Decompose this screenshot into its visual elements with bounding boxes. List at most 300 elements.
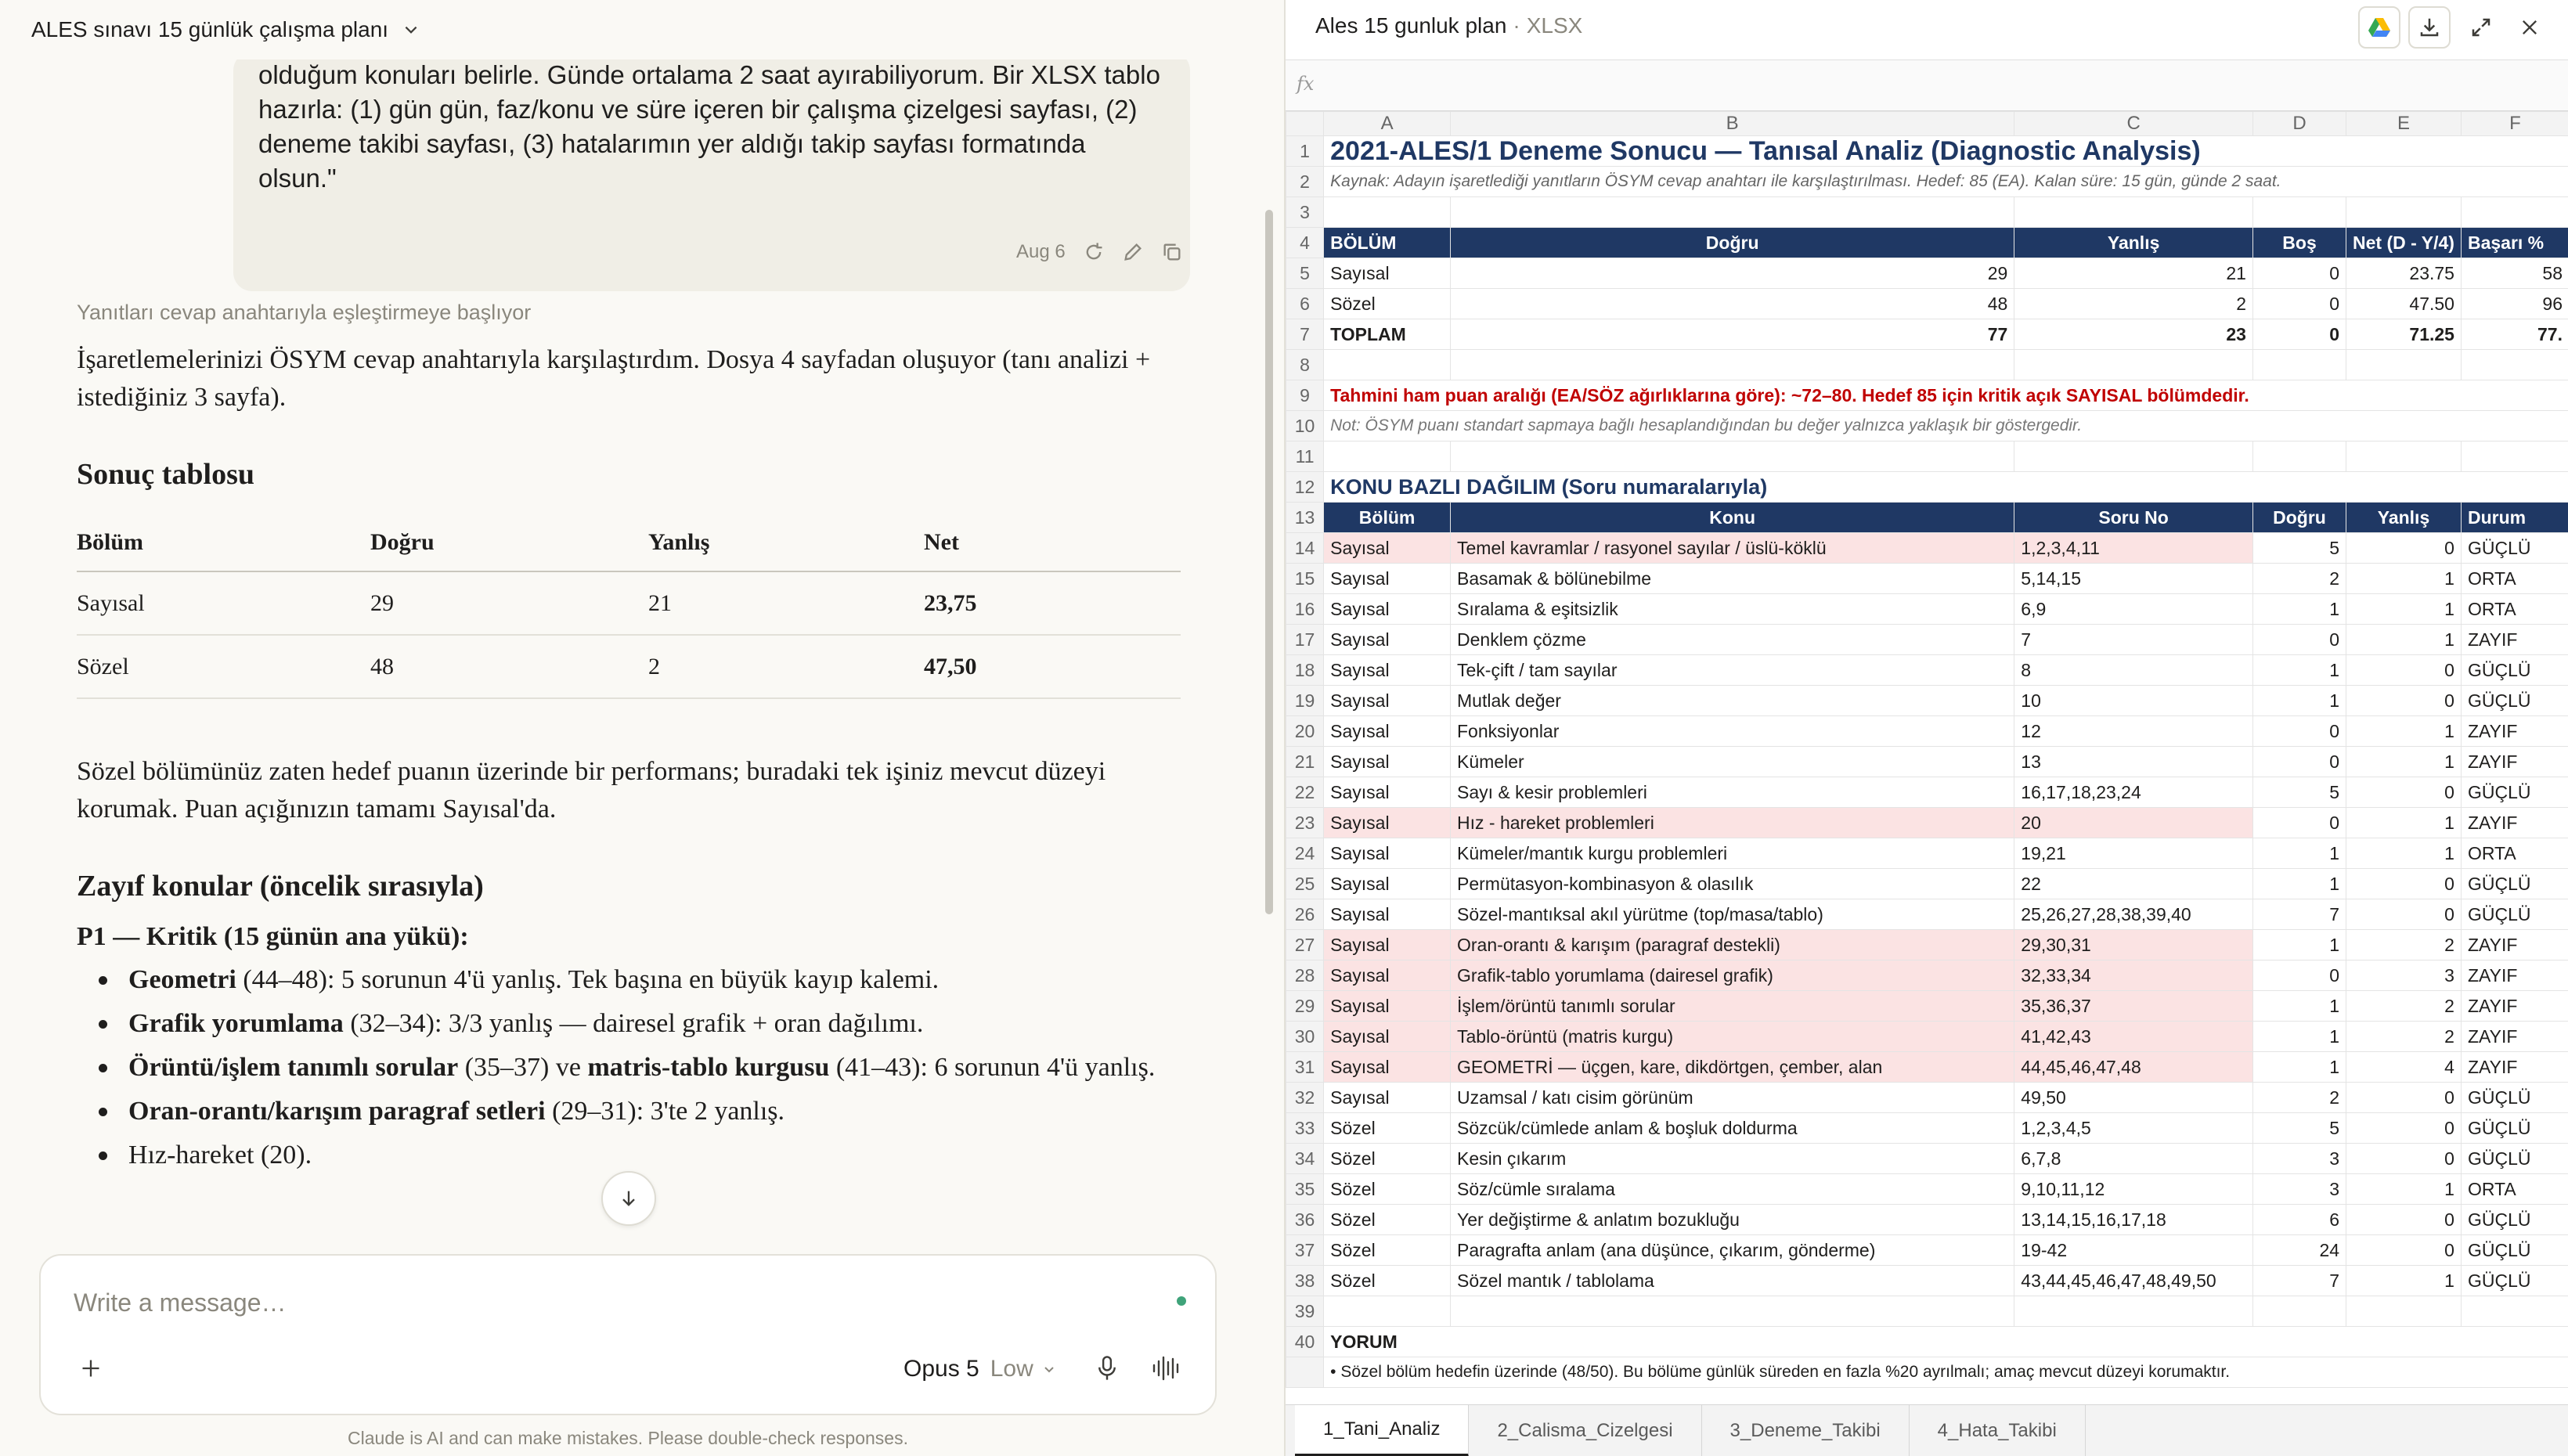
sheet-cell[interactable]: 58 <box>2461 258 2568 289</box>
sheet-cell[interactable]: 71.25 <box>2346 319 2462 350</box>
sheet-cell[interactable]: 29 <box>1451 258 2014 289</box>
sheet-cell[interactable] <box>2014 197 2253 228</box>
sheet-cell[interactable]: 0 <box>2252 960 2346 991</box>
sheet-cell[interactable]: 3 <box>2252 1144 2346 1174</box>
sheet-cell[interactable]: Boş <box>2252 228 2346 258</box>
sheet-cell[interactable]: GÜÇLÜ <box>2461 1205 2568 1235</box>
row-header[interactable]: 6 <box>1286 289 1324 319</box>
sheet-cell[interactable]: 9,10,11,12 <box>2014 1174 2253 1205</box>
sheet-cell[interactable]: Sayısal <box>1324 930 1451 960</box>
row-header[interactable]: 27 <box>1286 930 1324 960</box>
sheet-cell[interactable]: Sayısal <box>1324 991 1451 1022</box>
sheet-cell[interactable]: Sayısal <box>1324 594 1451 625</box>
sheet-cell[interactable]: 5 <box>2252 1113 2346 1144</box>
sheet-cell[interactable]: 6 <box>2252 1205 2346 1235</box>
sheet-cell[interactable]: 1 <box>2252 594 2346 625</box>
sheet-cell[interactable]: 0 <box>2252 319 2346 350</box>
topic-row <box>1286 1022 2568 1052</box>
sheet-cell[interactable]: Not: ÖSYM puanı standart sapmaya bağlı hesaplandığından bu değer yalnızca yaklaşık bir göstergedir. <box>1324 411 2568 441</box>
sheet-cell[interactable] <box>2014 1296 2253 1327</box>
sheet-cell[interactable]: 1 <box>2252 930 2346 960</box>
spreadsheet-grid[interactable] <box>1286 111 2568 1404</box>
row-header[interactable]: 1 <box>1286 136 1324 167</box>
sheet-cell[interactable]: 48 <box>1451 289 2014 319</box>
sheet-cell[interactable]: TOPLAM <box>1324 319 1451 350</box>
sheet-cell[interactable]: 77 <box>1451 319 2014 350</box>
row-header[interactable] <box>1286 1357 1324 1388</box>
edit-icon[interactable] <box>1122 241 1144 263</box>
row-header[interactable]: 29 <box>1286 991 1324 1022</box>
sheet-cell[interactable]: 19-42 <box>2014 1235 2253 1266</box>
sheet-cell[interactable]: Sayısal <box>1324 533 1451 564</box>
topic-row <box>1286 1083 2568 1113</box>
copy-icon[interactable] <box>1161 241 1183 263</box>
sheet-cell[interactable] <box>2461 1296 2568 1327</box>
column-header[interactable]: E <box>2346 112 2462 136</box>
sheet-cell[interactable]: 0 <box>2252 808 2346 838</box>
sheet-cell[interactable]: GÜÇLÜ <box>2461 1083 2568 1113</box>
sheet-cell[interactable]: 5 <box>2252 777 2346 808</box>
column-header[interactable]: B <box>1451 112 2014 136</box>
sheet-cell[interactable]: 1 <box>2252 991 2346 1022</box>
sheet-cell[interactable]: 1 <box>2252 838 2346 869</box>
sheet-cell[interactable]: Temel kavramlar / rasyonel sayılar / üslü-köklü <box>1451 533 2014 564</box>
thinking-summary[interactable]: Yanıtları cevap anahtarıyla eşleştirmeye başlıyor <box>77 301 532 324</box>
sheet-cell[interactable]: Tablo-örüntü (matris kurgu) <box>1451 1022 2014 1052</box>
sheet-cell[interactable] <box>1324 197 1451 228</box>
sheet-cell[interactable]: Doğru <box>1451 228 2014 258</box>
sheet-cell[interactable]: 96 <box>2461 289 2568 319</box>
sheet-cell[interactable]: 1 <box>2346 747 2462 777</box>
sheet-cell[interactable]: 0 <box>2346 655 2462 686</box>
topic-row <box>1286 808 2568 838</box>
sheet-cell[interactable]: GÜÇLÜ <box>2461 777 2568 808</box>
sheet-cell[interactable]: Denklem çözme <box>1451 625 2014 655</box>
sheet-cell[interactable]: Oran-orantı & karışım (paragraf destekli) <box>1451 930 2014 960</box>
row-header[interactable]: 8 <box>1286 350 1324 380</box>
sheet-cell[interactable]: BÖLÜM <box>1324 228 1451 258</box>
sheet-cell[interactable]: 0 <box>2346 686 2462 716</box>
sheet-cell[interactable]: 2 <box>2346 1022 2462 1052</box>
column-header[interactable]: C <box>2014 112 2253 136</box>
column-header[interactable]: F <box>2461 112 2568 136</box>
row-header[interactable]: 9 <box>1286 380 1324 411</box>
row-header[interactable]: 4 <box>1286 228 1324 258</box>
sheet-cell[interactable]: Sözel <box>1324 1144 1451 1174</box>
sheet-cell[interactable]: Sayısal <box>1324 686 1451 716</box>
sheet-cell[interactable]: 0 <box>2346 869 2462 899</box>
sheet-cell[interactable]: Sayısal <box>1324 1083 1451 1113</box>
sheet-cell[interactable]: Sayısal <box>1324 258 1451 289</box>
sheet-cell[interactable]: 19,21 <box>2014 838 2253 869</box>
sheet-cell[interactable]: 0 <box>2252 625 2346 655</box>
sheet-cell[interactable]: ZAYIF <box>2461 1022 2568 1052</box>
row-header[interactable]: 34 <box>1286 1144 1324 1174</box>
sheet-cell[interactable]: 22 <box>2014 869 2253 899</box>
sheet-cell[interactable]: ZAYIF <box>2461 625 2568 655</box>
sheet-cell[interactable]: 29,30,31 <box>2014 930 2253 960</box>
sheet-cell[interactable]: 2 <box>2346 930 2462 960</box>
sheet-cell[interactable]: 4 <box>2346 1052 2462 1083</box>
list-item-bold: Oran-orantı/karışım paragraf setleri <box>128 1097 546 1126</box>
sheet-cell[interactable]: 1 <box>2346 625 2462 655</box>
row-header[interactable]: 13 <box>1286 503 1324 533</box>
sheet-cell[interactable]: Soru No <box>2014 503 2253 533</box>
sheet-tab[interactable]: 4_Hata_Takibi <box>1910 1405 2086 1456</box>
sheet-cell[interactable] <box>2252 441 2346 472</box>
sheet-cell[interactable]: 6,9 <box>2014 594 2253 625</box>
sheet-cell[interactable] <box>2346 1296 2462 1327</box>
sheet-cell[interactable]: 0 <box>2252 716 2346 747</box>
sheet-cell[interactable]: Kesin çıkarım <box>1451 1144 2014 1174</box>
download-icon <box>2418 16 2441 39</box>
weak-topics-list <box>77 961 1173 1180</box>
sheet-cell[interactable]: 0 <box>2346 1205 2462 1235</box>
artifact-separator: · <box>1513 13 1520 38</box>
sheet-cell[interactable]: Sayısal <box>1324 625 1451 655</box>
sheet-cell[interactable]: Tahmini ham puan aralığı (EA/SÖZ ağırlıklarına göre): ~72–80. Hedef 85 için kritik açık SAYISAL bölümdedir. <box>1324 380 2568 411</box>
sheet-cell[interactable]: 1,2,3,4,5 <box>2014 1113 2253 1144</box>
chat-scrollbar[interactable] <box>1265 210 1273 914</box>
sheet-cell[interactable]: 2 <box>2346 991 2462 1022</box>
sheet-row <box>1286 228 2568 258</box>
sheet-cell[interactable]: 5 <box>2252 533 2346 564</box>
sheet-cell[interactable]: ORTA <box>2461 1174 2568 1205</box>
message-list[interactable] <box>0 59 1284 1242</box>
sheet-cell[interactable]: Sayı & kesir problemleri <box>1451 777 2014 808</box>
sheet-cell[interactable]: GÜÇLÜ <box>2461 655 2568 686</box>
sheet-cell[interactable]: ZAYIF <box>2461 991 2568 1022</box>
sheet-cell[interactable]: 0 <box>2252 258 2346 289</box>
row-header[interactable]: 39 <box>1286 1296 1324 1327</box>
sheet-cell[interactable] <box>2346 350 2462 380</box>
sheet-cell[interactable]: Net (D - Y/4) <box>2346 228 2462 258</box>
download-button[interactable] <box>2408 6 2451 49</box>
sheet-cell[interactable]: Sözel mantık / tablolama <box>1451 1266 2014 1296</box>
chevron-down-icon <box>1041 1361 1057 1377</box>
row-header[interactable]: 32 <box>1286 1083 1324 1113</box>
row-header[interactable]: 36 <box>1286 1205 1324 1235</box>
sheet-cell[interactable]: Yanlış <box>2014 228 2253 258</box>
sheet-cell[interactable]: 32,33,34 <box>2014 960 2253 991</box>
sheet-cell[interactable]: Doğru <box>2252 503 2346 533</box>
sheet-cell[interactable]: 77. <box>2461 319 2568 350</box>
topic-row <box>1286 777 2568 808</box>
sheet-cell[interactable]: Konu <box>1451 503 2014 533</box>
sheet-cell[interactable] <box>1324 350 1451 380</box>
add-attachment-button[interactable] <box>74 1351 108 1386</box>
table-cell: Sayısal <box>77 571 370 635</box>
sheet-cell[interactable]: Yer değiştirme & anlatım bozukluğu <box>1451 1205 2014 1235</box>
sheet-cell[interactable]: 3 <box>2252 1174 2346 1205</box>
sheet-cell[interactable]: Sayısal <box>1324 1022 1451 1052</box>
sheet-cell[interactable]: Paragrafta anlam (ana düşünce, çıkarım, gönderme) <box>1451 1235 2014 1266</box>
assistant-paragraph: Sözel bölümünüz zaten hedef puanın üzerinde bir performans; buradaki tek işiniz mevcut düzeyi korumak. Puan açığınızın tamamı Sayısal'da. <box>77 757 1106 824</box>
sheet-cell[interactable]: 25,26,27,28,38,39,40 <box>2014 899 2253 930</box>
voice-mode-button[interactable] <box>1148 1351 1185 1386</box>
sheet-cell[interactable]: 1 <box>2252 869 2346 899</box>
row-header[interactable]: 25 <box>1286 869 1324 899</box>
sheet-cell[interactable]: 43,44,45,46,47,48,49,50 <box>2014 1266 2253 1296</box>
sheet-cell[interactable]: 7 <box>2014 625 2253 655</box>
sheet-cell[interactable]: GÜÇLÜ <box>2461 1235 2568 1266</box>
sheet-cell[interactable]: 49,50 <box>2014 1083 2253 1113</box>
row-header[interactable]: 35 <box>1286 1174 1324 1205</box>
sheet-cell[interactable]: Sözel <box>1324 1235 1451 1266</box>
sheet-cell[interactable]: ORTA <box>2461 838 2568 869</box>
row-header[interactable]: 16 <box>1286 594 1324 625</box>
sheet-cell[interactable]: Sıralama & eşitsizlik <box>1451 594 2014 625</box>
sheet-cell[interactable]: ORTA <box>2461 564 2568 594</box>
sheet-cell[interactable]: 13,14,15,16,17,18 <box>2014 1205 2253 1235</box>
sheet-cell[interactable]: 1 <box>2252 1022 2346 1052</box>
conversation-title[interactable]: ALES sınavı 15 günlük çalışma planı <box>31 17 389 41</box>
row-header[interactable]: 22 <box>1286 777 1324 808</box>
table-cell: 48 <box>370 635 648 698</box>
sheet-cell[interactable]: GEOMETRİ — üçgen, kare, dikdörtgen, çember, alan <box>1451 1052 2014 1083</box>
sheet-cell[interactable]: 0 <box>2252 289 2346 319</box>
sheet-cell[interactable]: ZAYIF <box>2461 716 2568 747</box>
sheet-cell[interactable]: 0 <box>2346 1235 2462 1266</box>
sheet-cell[interactable]: 44,45,46,47,48 <box>2014 1052 2253 1083</box>
sheet-cell[interactable]: 23.75 <box>2346 258 2462 289</box>
sheet-cell[interactable]: ORTA <box>2461 594 2568 625</box>
sheet-cell[interactable]: KONU BAZLI DAĞILIM (Soru numaralarıyla) <box>1324 472 2568 503</box>
sheet-cell[interactable]: ZAYIF <box>2461 747 2568 777</box>
sheet-cell[interactable]: 35,36,37 <box>2014 991 2253 1022</box>
sheet-cell[interactable]: 16,17,18,23,24 <box>2014 777 2253 808</box>
row-header[interactable]: 11 <box>1286 441 1324 472</box>
sheet-cell[interactable]: 7 <box>2252 1266 2346 1296</box>
column-header: Yanlış <box>648 514 924 571</box>
column-header[interactable]: D <box>2252 112 2346 136</box>
sheet-cell[interactable]: Basamak & bölünebilme <box>1451 564 2014 594</box>
sheet-cell[interactable] <box>1451 441 2014 472</box>
sheet-cell[interactable]: 1 <box>2346 808 2462 838</box>
close-button[interactable] <box>2508 6 2551 49</box>
sheet-cell[interactable]: İşlem/örüntü tanımlı sorular <box>1451 991 2014 1022</box>
sheet-cell[interactable] <box>2252 197 2346 228</box>
sheet-cell[interactable]: Permütasyon-kombinasyon & olasılık <box>1451 869 2014 899</box>
row-header[interactable]: 18 <box>1286 655 1324 686</box>
sheet-cell[interactable] <box>2461 441 2568 472</box>
column-header[interactable]: A <box>1324 112 1451 136</box>
sheet-cell[interactable]: 3 <box>2346 960 2462 991</box>
sheet-cell[interactable]: 1 <box>2346 716 2462 747</box>
sheet-cell[interactable]: 5,14,15 <box>2014 564 2253 594</box>
sheet-cell[interactable]: 0 <box>2346 1144 2462 1174</box>
sheet-cell[interactable]: GÜÇLÜ <box>2461 1266 2568 1296</box>
row-header[interactable]: 31 <box>1286 1052 1324 1083</box>
sheet-cell[interactable]: Kümeler/mantık kurgu problemleri <box>1451 838 2014 869</box>
row-header[interactable]: 3 <box>1286 197 1324 228</box>
sheet-cell[interactable]: 2 <box>2252 564 2346 594</box>
row-header[interactable]: 2 <box>1286 167 1324 197</box>
sheet-cell[interactable]: ZAYIF <box>2461 960 2568 991</box>
sheet-cell[interactable]: 41,42,43 <box>2014 1022 2253 1052</box>
row-header[interactable]: 23 <box>1286 808 1324 838</box>
sheet-cell[interactable]: 10 <box>2014 686 2253 716</box>
sheet-cell[interactable] <box>2252 1296 2346 1327</box>
row-header[interactable]: 26 <box>1286 899 1324 930</box>
row-header[interactable]: 5 <box>1286 258 1324 289</box>
sheet-tab[interactable]: 1_Tani_Analiz <box>1295 1405 1469 1456</box>
sheet-cell[interactable]: YORUM <box>1324 1327 2568 1357</box>
sheet-cell[interactable] <box>1324 441 1451 472</box>
sheet-cell[interactable]: GÜÇLÜ <box>2461 1113 2568 1144</box>
sheet-cell[interactable]: 1,2,3,4,11 <box>2014 533 2253 564</box>
sheet-cell[interactable]: Sayısal <box>1324 655 1451 686</box>
sheet-cell[interactable]: Sözel <box>1324 1266 1451 1296</box>
sheet-cell[interactable] <box>2346 197 2462 228</box>
sheet-cell[interactable]: GÜÇLÜ <box>2461 533 2568 564</box>
sheet-cell[interactable]: Sayısal <box>1324 899 1451 930</box>
sheet-cell[interactable]: Bölüm <box>1324 503 1451 533</box>
sheet-cell[interactable] <box>2461 197 2568 228</box>
sheet-tab[interactable]: 3_Deneme_Takibi <box>1702 1405 1910 1456</box>
sheet-cell[interactable]: 24 <box>2252 1235 2346 1266</box>
sheet-cell[interactable]: Uzamsal / katı cisim görünüm <box>1451 1083 2014 1113</box>
sheet-cell[interactable]: Sözel <box>1324 289 1451 319</box>
sheet-cell[interactable]: ZAYIF <box>2461 808 2568 838</box>
sheet-cell[interactable]: Fonksiyonlar <box>1451 716 2014 747</box>
sheet-cell[interactable]: Sayısal <box>1324 716 1451 747</box>
sheet-cell[interactable]: 2 <box>2252 1083 2346 1113</box>
sheet-cell[interactable]: Sayısal <box>1324 960 1451 991</box>
sheet-cell[interactable]: GÜÇLÜ <box>2461 1144 2568 1174</box>
save-to-drive-button[interactable] <box>2358 6 2400 49</box>
sheet-cell[interactable]: 1 <box>2346 564 2462 594</box>
sheet-cell[interactable]: GÜÇLÜ <box>2461 686 2568 716</box>
row-header[interactable]: 40 <box>1286 1327 1324 1357</box>
sheet-cell[interactable]: 1 <box>2346 838 2462 869</box>
sheet-cell[interactable]: Başarı % <box>2461 228 2568 258</box>
sheet-cell[interactable]: 2 <box>2014 289 2253 319</box>
sheet-cell[interactable]: Sözel <box>1324 1113 1451 1144</box>
sheet-cell[interactable] <box>1451 1296 2014 1327</box>
sheet-cell[interactable]: 8 <box>2014 655 2253 686</box>
row-header[interactable]: 14 <box>1286 533 1324 564</box>
sheet-cell[interactable]: ZAYIF <box>2461 1052 2568 1083</box>
sheet-cell[interactable]: Sayısal <box>1324 838 1451 869</box>
sheet-row <box>1286 472 2568 503</box>
sheet-cell[interactable]: ZAYIF <box>2461 930 2568 960</box>
expand-button[interactable] <box>2460 6 2502 49</box>
row-header[interactable]: 10 <box>1286 411 1324 441</box>
sheet-cell[interactable]: Sözel <box>1324 1174 1451 1205</box>
scroll-to-bottom-button[interactable] <box>601 1171 656 1226</box>
sheet-cell[interactable]: 12 <box>2014 716 2253 747</box>
row-header[interactable]: 24 <box>1286 838 1324 869</box>
sheet-cell[interactable]: 7 <box>2252 899 2346 930</box>
sheet-cell[interactable]: 1 <box>2252 1052 2346 1083</box>
sheet-cell[interactable]: Sayısal <box>1324 564 1451 594</box>
row-header[interactable]: 38 <box>1286 1266 1324 1296</box>
row-header[interactable]: 20 <box>1286 716 1324 747</box>
sheet-cell[interactable]: 6,7,8 <box>2014 1144 2253 1174</box>
sheet-cell[interactable]: 47.50 <box>2346 289 2462 319</box>
sheet-cell[interactable]: • Sözel bölüm hedefin üzerinde (48/50). Bu bölüme günlük süreden en fazla %20 ayrılmalı; amaç mevcut düzeyi korumaktır. <box>1324 1357 2568 1388</box>
model-selector[interactable] <box>903 1356 1057 1382</box>
message-input[interactable] <box>74 1288 1091 1317</box>
sheet-cell[interactable]: Sayısal <box>1324 777 1451 808</box>
sheet-cell[interactable]: Grafik-tablo yorumlama (dairesel grafik) <box>1451 960 2014 991</box>
sheet-cell[interactable]: 0 <box>2346 533 2462 564</box>
row-header[interactable]: 28 <box>1286 960 1324 991</box>
sheet-cell[interactable]: Sayısal <box>1324 808 1451 838</box>
sheet-cell[interactable]: Durum <box>2461 503 2568 533</box>
weak-topics-heading: Zayıf konular (öncelik sırasıyla) <box>77 870 484 903</box>
sheet-cell[interactable] <box>2252 350 2346 380</box>
row-header[interactable]: 37 <box>1286 1235 1324 1266</box>
sheet-cell[interactable]: 1 <box>2346 594 2462 625</box>
sheet-cell[interactable]: 1 <box>2346 1174 2462 1205</box>
row-header[interactable]: 33 <box>1286 1113 1324 1144</box>
sheet-cell[interactable]: Kümeler <box>1451 747 2014 777</box>
sheet-cell[interactable]: 0 <box>2252 747 2346 777</box>
sheet-cell[interactable]: 20 <box>2014 808 2253 838</box>
row-header[interactable]: 7 <box>1286 319 1324 350</box>
sheet-cell[interactable] <box>2014 350 2253 380</box>
sheet-cell[interactable]: 23 <box>2014 319 2253 350</box>
sheet-cell[interactable]: Kaynak: Adayın işaretlediği yanıtların ÖSYM cevap anahtarı ile karşılaştırılması. Hedef: 85 (EA). Kalan süre: 15 gün, günde 2 saat. <box>1324 167 2568 197</box>
sheet-cell[interactable]: Mutlak değer <box>1451 686 2014 716</box>
row-header[interactable]: 19 <box>1286 686 1324 716</box>
sheet-cell[interactable]: Sözel <box>1324 1205 1451 1235</box>
sheet-cell[interactable]: Tek-çift / tam sayılar <box>1451 655 2014 686</box>
row-header[interactable]: 17 <box>1286 625 1324 655</box>
sheet-cell[interactable]: Sayısal <box>1324 869 1451 899</box>
sheet-cell[interactable]: 0 <box>2346 1113 2462 1144</box>
row-header[interactable]: 15 <box>1286 564 1324 594</box>
sheet-cell[interactable] <box>2461 350 2568 380</box>
sheet-cell[interactable]: Sayısal <box>1324 747 1451 777</box>
sheet-cell[interactable]: 0 <box>2346 777 2462 808</box>
sheet-cell[interactable]: GÜÇLÜ <box>2461 899 2568 930</box>
row-header[interactable]: 30 <box>1286 1022 1324 1052</box>
sheet-cell[interactable]: Söz/cümle sıralama <box>1451 1174 2014 1205</box>
sheet-cell[interactable]: 13 <box>2014 747 2253 777</box>
row-header[interactable]: 12 <box>1286 472 1324 503</box>
sheet-cell[interactable]: GÜÇLÜ <box>2461 869 2568 899</box>
sheet-cell[interactable]: Hız - hareket problemleri <box>1451 808 2014 838</box>
sheet-cell[interactable] <box>1324 1296 1451 1327</box>
formula-bar[interactable] <box>1286 59 2568 111</box>
sheet-cell[interactable] <box>2014 441 2253 472</box>
sheet-cell[interactable]: Sayısal <box>1324 1052 1451 1083</box>
sheet-cell[interactable]: Yanlış <box>2346 503 2462 533</box>
sheet-cell[interactable]: 21 <box>2014 258 2253 289</box>
sheet-cell[interactable] <box>2346 441 2462 472</box>
sheet-cell[interactable]: 2021-ALES/1 Deneme Sonucu — Tanısal Analiz (Diagnostic Analysis) <box>1324 136 2568 167</box>
sheet-cell[interactable] <box>1451 350 2014 380</box>
sheet-cell[interactable]: Sözel-mantıksal akıl yürütme (top/masa/tablo) <box>1451 899 2014 930</box>
sheet-cell[interactable]: 0 <box>2346 899 2462 930</box>
sheet-cell[interactable]: 1 <box>2252 655 2346 686</box>
select-all-corner[interactable] <box>1286 112 1324 136</box>
microphone-button[interactable] <box>1090 1351 1124 1386</box>
sheet-cell[interactable]: Sözcük/cümlede anlam & boşluk doldurma <box>1451 1113 2014 1144</box>
sheet-cell[interactable] <box>1451 197 2014 228</box>
retry-icon[interactable] <box>1083 241 1105 263</box>
row-header[interactable]: 21 <box>1286 747 1324 777</box>
message-meta <box>1016 241 1183 263</box>
sheet-cell[interactable]: 0 <box>2346 1083 2462 1113</box>
sheet-cell[interactable]: 1 <box>2346 1266 2462 1296</box>
sheet-cell[interactable]: 1 <box>2252 686 2346 716</box>
chevron-down-icon[interactable] <box>402 21 420 38</box>
sheet-tab[interactable]: 2_Calisma_Cizelgesi <box>1469 1405 1701 1456</box>
